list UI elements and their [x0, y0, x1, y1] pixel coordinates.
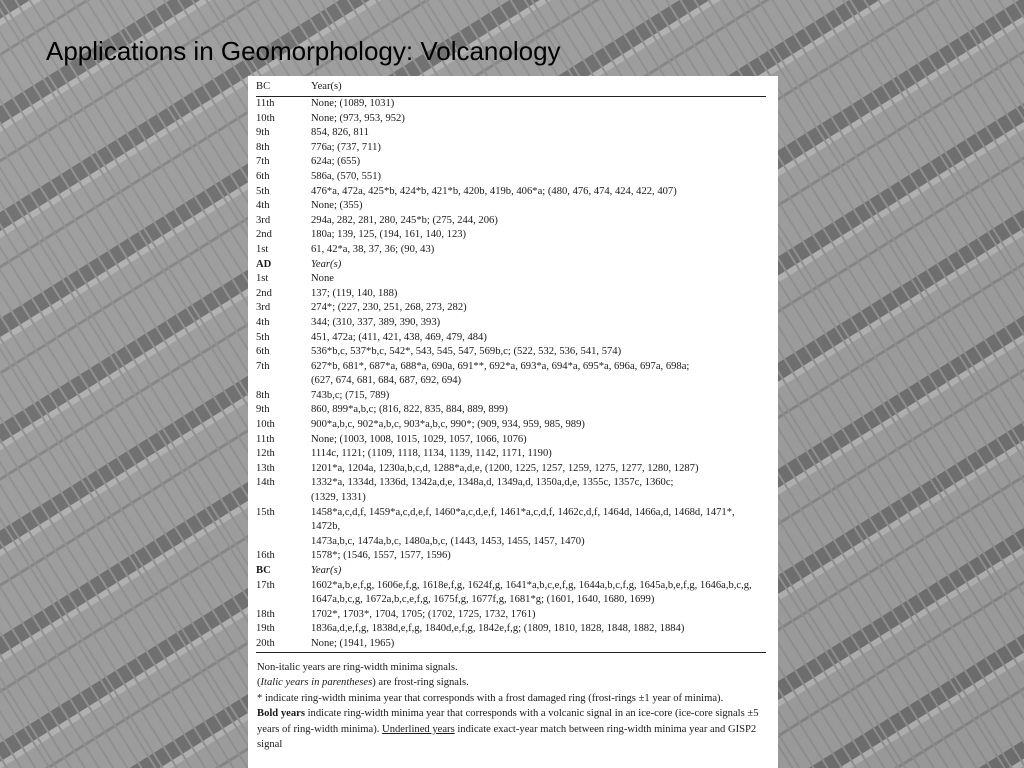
century-cell: 16th [256, 550, 275, 562]
table-notes [257, 660, 769, 752]
years-cell: 61, 42*a, 38, 37, 36; (90, 43) [311, 243, 435, 255]
table-row [256, 287, 766, 302]
years-cell: Year(s) [311, 565, 342, 576]
century-cell: AD [256, 258, 272, 270]
table-row [256, 476, 766, 491]
century-cell: 7th [256, 360, 270, 372]
table-row [256, 593, 766, 608]
years-cell: 854, 826, 811 [311, 127, 369, 139]
table-row [256, 185, 766, 200]
years-cell: 294a, 282, 281, 280, 245*b; (275, 244, 206) [311, 214, 498, 226]
table-row [256, 214, 766, 229]
years-cell: 1702*, 1703*, 1704, 1705; (1702, 1725, 1732, 1761) [311, 608, 536, 620]
century-cell: 2nd [256, 287, 272, 299]
century-cell: 6th [256, 346, 270, 358]
years-cell: 1473a,b,c, 1474a,b,c, 1480a,b,c, (1443, 1453, 1455, 1457, 1470) [311, 535, 585, 547]
years-cell: 1332*a, 1334d, 1336d, 1342a,d,e, 1348a,d, 1349a,d, 1350a,d,e, 1355c, 1357c, 1360c; [311, 477, 674, 489]
years-cell: 627*b, 681*, 687*a, 688*a, 690a, 691**, 692*a, 693*a, 694*a, 695*a, 696a, 697a, 698a; [311, 360, 690, 372]
years-cell: 1602*a,b,e,f,g, 1606e,f,g, 1618e,f,g, 1624f,g, 1641*a,b,c,e,f,g, 1644a,b,c,f,g, 1645a,b,e,f,g, 1646a,b,c,g, [311, 579, 752, 591]
century-cell: 10th [256, 112, 275, 124]
years-cell: 1836a,d,e,f,g, 1838d,e,f,g, 1840d,e,f,g, 1842e,f,g; (1809, 1810, 1828, 1848, 1882, 1884) [311, 623, 685, 635]
century-cell: 18th [256, 608, 275, 620]
years-cell: 1114c, 1121; (1109, 1118, 1134, 1139, 1142, 1171, 1190) [311, 448, 552, 460]
years-cell: 536*b,c, 537*b,c, 542*, 543, 545, 547, 569b,c; (522, 532, 536, 541, 574) [311, 346, 622, 358]
years-cell: 1647a,b,c,g, 1672a,b,c,e,f,g, 1675f,g, 1677f,g, 1681*g; (1601, 1640, 1680, 1699) [311, 594, 655, 606]
table-row [256, 491, 766, 506]
century-cell: 17th [256, 579, 275, 591]
table-row [256, 112, 766, 127]
table-row [256, 80, 766, 97]
years-cell: 743b,c; (715, 789) [311, 389, 390, 401]
years-cell: None; (1089, 1031) [311, 98, 395, 109]
century-cell: 1st [256, 243, 269, 255]
table-row [256, 535, 766, 550]
century-cell: 2nd [256, 229, 272, 241]
century-cell: 15th [256, 506, 275, 518]
century-cell: 5th [256, 185, 270, 197]
century-cell [256, 374, 311, 389]
century-cell [256, 491, 311, 506]
table-row [256, 506, 766, 535]
note-line-2: (Italic years in parentheses) are frost-ring signals. [257, 677, 469, 689]
years-cell: 624a; (655) [311, 156, 361, 168]
years-cell: None; (355) [311, 200, 363, 212]
years-cell: 180a; 139, 125, (194, 161, 140, 123) [311, 229, 467, 241]
century-cell: 3rd [256, 214, 271, 226]
table-row [256, 199, 766, 214]
century-cell: 19th [256, 623, 275, 635]
table-row [256, 360, 766, 375]
century-cell: 8th [256, 141, 270, 153]
table-row [256, 433, 766, 448]
table-row [256, 608, 766, 623]
years-cell: Year(s) [311, 80, 766, 97]
century-cell: 6th [256, 170, 270, 182]
table-row [256, 258, 766, 273]
table-row [256, 345, 766, 360]
years-cell: 1458*a,c,d,f, 1459*a,c,d,e,f, 1460*a,c,d,e,f, 1461*a,c,d,f, 1462c,d,f, 1464d, 1466a,d, 1468d, 1471*, 1472b, [311, 506, 735, 533]
century-cell: 4th [256, 316, 270, 328]
years-cell: 860, 899*a,b,c; (816, 822, 835, 884, 889, 899) [311, 404, 508, 416]
years-cell: 476*a, 472a, 425*b, 424*b, 421*b, 420b, 419b, 406*a; (480, 476, 474, 424, 422, 407) [311, 185, 677, 197]
years-cell: Year(s) [311, 258, 342, 270]
table-row [256, 141, 766, 156]
years-cell: 137; (119, 140, 188) [311, 287, 398, 299]
years-cell: None; (1941, 1965) [311, 637, 766, 652]
note-line-4: Bold years indicate ring-width minima year that corresponds with a volcanic signal in an ice-core (ice-core signals ±5 years of ring-width minima). Underlined years indicate exact-year match between ring-width minima year and GISP2 signal [257, 708, 759, 751]
century-cell: 8th [256, 389, 270, 401]
years-cell: 451, 472a; (411, 421, 438, 469, 479, 484) [311, 331, 487, 343]
century-cell: 1st [256, 273, 269, 285]
years-cell: None; (973, 953, 952) [311, 112, 405, 124]
century-cell: 13th [256, 462, 275, 474]
years-cell: 776a; (737, 711) [311, 141, 381, 153]
years-cell: None; (1003, 1008, 1015, 1029, 1057, 1066, 1076) [311, 433, 527, 445]
century-cell: 5th [256, 331, 270, 343]
century-cell: 3rd [256, 302, 271, 314]
table-row [256, 97, 766, 112]
years-cell: 1578*; (1546, 1557, 1577, 1596) [311, 550, 451, 562]
table-row [256, 549, 766, 564]
table-row [256, 637, 766, 652]
table-row [256, 462, 766, 477]
century-cell [256, 535, 311, 550]
years-cell: 1201*a, 1204a, 1230a,b,c,d, 1288*a,d,e, (1200, 1225, 1257, 1259, 1275, 1277, 1280, 1287) [311, 462, 699, 474]
table-row [256, 243, 766, 258]
table-row [256, 418, 766, 433]
note-line-1: Non-italic years are ring-width minima signals. [257, 662, 458, 673]
table-row [256, 447, 766, 462]
century-cell: 10th [256, 419, 275, 431]
years-cell: 344; (310, 337, 389, 390, 393) [311, 316, 441, 328]
table-row [256, 272, 766, 287]
table-row [256, 155, 766, 170]
years-cell: 900*a,b,c, 902*a,b,c, 903*a,b,c, 990*; (909, 934, 959, 985, 989) [311, 419, 585, 431]
table-row [256, 622, 766, 637]
century-cell: 9th [256, 127, 270, 139]
table-row [256, 316, 766, 331]
century-cell: 20th [256, 637, 311, 652]
century-cell: BC [256, 565, 271, 576]
century-cell: 7th [256, 156, 270, 168]
years-cell: (1329, 1331) [311, 492, 366, 504]
years-table [256, 80, 766, 653]
table-row [256, 564, 766, 579]
table-row [256, 228, 766, 243]
century-cell: 14th [256, 477, 275, 489]
table-row [256, 374, 766, 389]
table-row [256, 331, 766, 346]
note-line-3: * indicate ring-width minima year that corresponds with a frost damaged ring (frost-rings ±1 year of minima). [257, 692, 724, 704]
century-cell: 11th [256, 433, 275, 445]
table-row [256, 389, 766, 404]
table-row [256, 403, 766, 418]
table-row [256, 170, 766, 185]
table-row [256, 301, 766, 316]
years-cell: (627, 674, 681, 684, 687, 692, 694) [311, 375, 462, 387]
century-cell: 11th [256, 98, 275, 109]
slide-title: Applications in Geomorphology: Volcanology [46, 36, 561, 66]
volcanic-signal-table-document [248, 76, 778, 768]
table-row [256, 579, 766, 594]
years-cell: 586a, (570, 551) [311, 170, 382, 182]
century-cell: 12th [256, 448, 275, 460]
century-cell: BC [256, 80, 311, 97]
century-cell: 4th [256, 200, 270, 212]
years-cell: None [311, 273, 334, 285]
century-cell [256, 593, 311, 608]
table-row [256, 126, 766, 141]
century-cell: 9th [256, 404, 270, 416]
years-cell: 274*; (227, 230, 251, 268, 273, 282) [311, 302, 467, 314]
